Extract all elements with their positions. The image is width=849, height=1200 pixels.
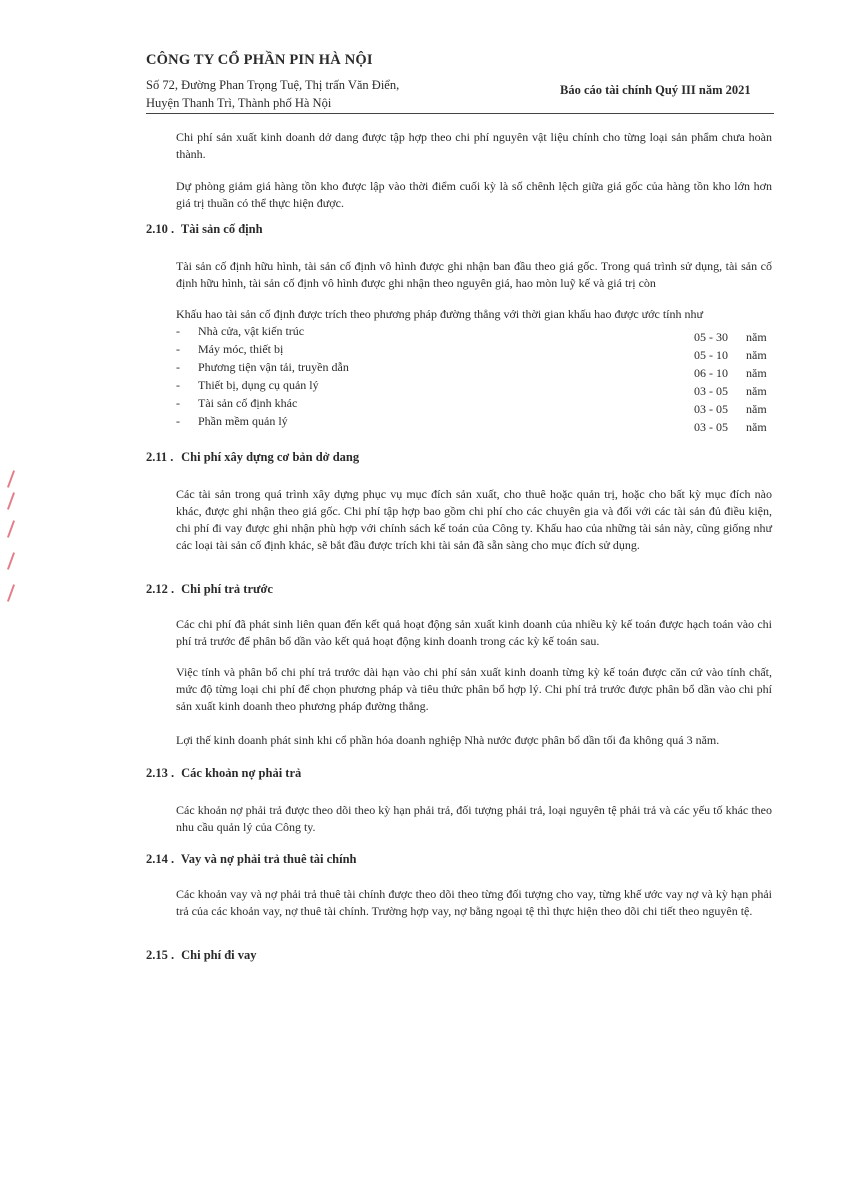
section-title: Vay và nợ phải trả thuê tài chính [180, 852, 357, 866]
section-number: 2.15 . [146, 948, 175, 962]
section-number: 2.12 . [146, 582, 175, 596]
depreciation-years: 03 - 05 [694, 402, 728, 416]
depreciation-row [176, 342, 772, 362]
bullet-dash: - [176, 324, 180, 338]
section-title: Chi phí xây dựng cơ bản dở dang [181, 450, 360, 464]
section-2-12-paragraph-2: Việc tính và phân bổ chi phí trả trước dài hạn vào chi phí sản xuất kinh doanh từng kỳ kế toán được căn cứ vào tính chất, mức độ từng loại chi phí để chọn phương pháp và tiêu thức phân bổ hợp lý. Chi phí trả trước được phân bổ dần vào chi phí sản xuất kinh doanh theo phương pháp đường thẳng. [176, 665, 772, 713]
section-2-10-paragraph-2: Khấu hao tài sản cố định được trích theo phương pháp đường thẳng với thời gian khấu hao được ước tính như [176, 307, 704, 321]
depreciation-row [176, 414, 772, 434]
section-2-12-paragraph-3: Lợi thế kinh doanh phát sinh khi cổ phần hóa doanh nghiệp Nhà nước được phân bổ dần tối đa không quá 3 năm. [176, 733, 720, 747]
section-heading-2-12 [146, 582, 273, 597]
bullet-dash: - [176, 378, 180, 392]
asset-label: Phương tiện vận tải, truyền dẫn [198, 360, 349, 374]
section-heading-2-13 [146, 766, 301, 781]
section-title: Chi phí trả trước [181, 582, 273, 596]
section-heading-2-15 [146, 948, 257, 963]
asset-label: Thiết bị, dụng cụ quản lý [198, 378, 319, 392]
bullet-dash: - [176, 342, 180, 356]
depreciation-years: 03 - 05 [694, 384, 728, 398]
depreciation-years: 03 - 05 [694, 420, 728, 434]
intro-paragraph-1: Chi phí sản xuất kinh doanh dở dang được tập hợp theo chi phí nguyên vật liệu chính cho từng loại sản phẩm chưa hoàn thành. [176, 130, 772, 161]
header-divider [146, 113, 774, 114]
section-heading-2-11 [146, 450, 359, 465]
margin-stamp-mark [7, 492, 15, 510]
margin-stamp-mark [7, 584, 15, 602]
depreciation-unit: năm [746, 330, 767, 344]
asset-label: Nhà cửa, vật kiến trúc [198, 324, 305, 338]
section-title: Tài sản cố định [180, 222, 263, 236]
section-number: 2.14 . [146, 852, 175, 866]
asset-label: Phần mềm quản lý [198, 414, 288, 428]
section-heading-2-14 [146, 852, 357, 867]
asset-label: Tài sản cố định khác [198, 396, 298, 410]
company-name: CÔNG TY CỔ PHẦN PIN HÀ NỘI [146, 52, 373, 68]
depreciation-years: 05 - 10 [694, 348, 728, 362]
depreciation-unit: năm [746, 402, 767, 416]
depreciation-unit: năm [746, 366, 767, 380]
margin-stamp-mark [7, 520, 15, 538]
section-2-10-paragraph-1: Tài sản cố định hữu hình, tài sản cố định vô hình được ghi nhận ban đầu theo giá gốc. Trong quá trình sử dụng, tài sản cố định hữu hình, tài sản cố định vô hình được ghi nhận theo nguyên giá, hao mòn luỹ kế và giá trị còn [176, 259, 772, 290]
bullet-dash: - [176, 396, 180, 410]
section-title: Các khoản nợ phải trả [181, 766, 302, 780]
depreciation-row [176, 324, 772, 344]
section-heading-2-10 [146, 222, 263, 237]
section-2-12-paragraph-1: Các chi phí đã phát sinh liên quan đến kết quả hoạt động sản xuất kinh doanh của nhiều kỳ kế toán được hạch toán vào chi phí trả trước để phân bổ dần vào kết quả hoạt động kinh doanh trong các kỳ kế toán sau. [176, 617, 772, 648]
depreciation-row [176, 396, 772, 416]
company-address-line1: Số 72, Đường Phan Trọng Tuệ, Thị trấn Văn Điển, [146, 78, 400, 92]
depreciation-row [176, 360, 772, 380]
section-2-13-paragraph-1: Các khoản nợ phải trả được theo dõi theo kỳ hạn phải trả, đối tượng phải trả, loại nguyên tệ phải trả và các yếu tố khác theo nhu cầu quản lý của Công ty. [176, 803, 772, 834]
depreciation-unit: năm [746, 420, 767, 434]
bullet-dash: - [176, 414, 180, 428]
section-2-11-paragraph-1: Các tài sản trong quá trình xây dựng phục vụ mục đích sản xuất, cho thuê hoặc quản trị, hoặc cho bất kỳ mục đích nào khác, được ghi nhận theo giá gốc. Chi phí tập hợp bao gồm chi phí cho các chuyên gia và đối với các tài sản đủ điều kiện, chi phí đi vay được ghi nhận phù hợp với chính sách kế toán của Công ty. Khấu hao của những tài sản này, cũng giống như các loại tài sản cố định khác, sẽ bắt đầu được trích khi tài sản đã sẵn sàng cho mục đích sử dụng. [176, 487, 772, 552]
depreciation-years: 06 - 10 [694, 366, 728, 380]
depreciation-unit: năm [746, 348, 767, 362]
asset-label: Máy móc, thiết bị [198, 342, 284, 356]
section-number: 2.10 . [146, 222, 175, 236]
bullet-dash: - [176, 360, 180, 374]
report-title: Báo cáo tài chính Quý III năm 2021 [560, 83, 751, 97]
section-number: 2.11 . [146, 450, 174, 464]
depreciation-unit: năm [746, 384, 767, 398]
section-title: Chi phí đi vay [181, 948, 257, 962]
intro-paragraph-2: Dự phòng giảm giá hàng tồn kho được lập vào thời điểm cuối kỳ là số chênh lệch giữa giá gốc của hàng tồn kho lớn hơn giá trị thuần có thể thực hiện được. [176, 179, 772, 210]
margin-stamp-mark [7, 470, 15, 488]
company-address-line2: Huyện Thanh Trì, Thành phố Hà Nội [146, 96, 332, 110]
section-number: 2.13 . [146, 766, 175, 780]
depreciation-years: 05 - 30 [694, 330, 728, 344]
margin-stamp-mark [7, 552, 15, 570]
section-2-14-paragraph-1: Các khoản vay và nợ phải trả thuê tài chính được theo dõi theo từng đối tượng cho vay, từng khế ước vay nợ và kỳ hạn phải trả của các khoản vay, nợ thuê tài chính. Trường hợp vay, nợ bằng ngoại tệ thì thực hiện theo dõi chi tiết theo nguyên tệ. [176, 887, 772, 918]
depreciation-row [176, 378, 772, 398]
